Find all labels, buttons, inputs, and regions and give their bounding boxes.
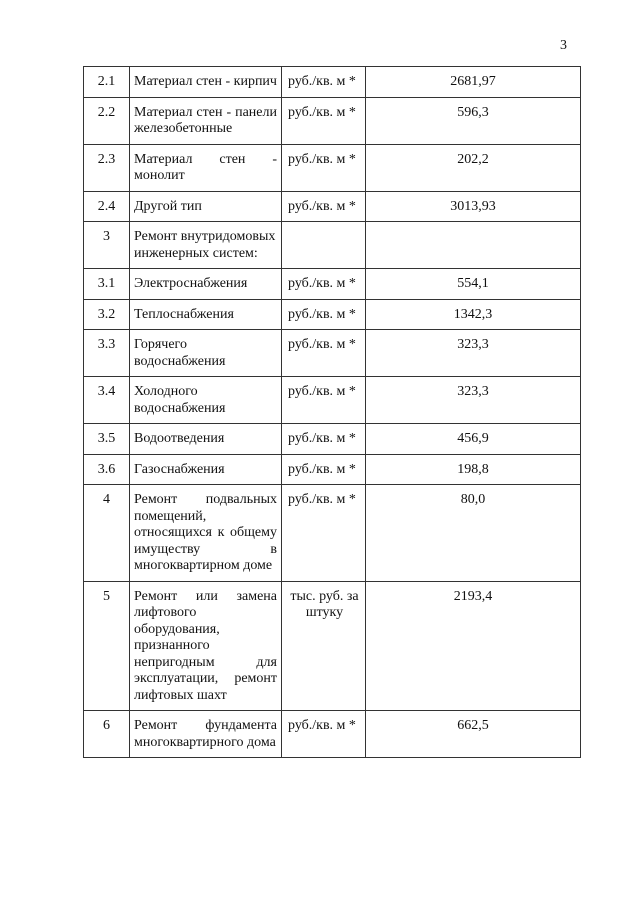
work-name: Ремонт подвальных помещений, относящихся к общему имуществу в многоквартирном доме [130, 485, 282, 582]
value: 662,5 [366, 711, 581, 758]
work-name: Ремонт фундамента многоквартирного дома [130, 711, 282, 758]
work-name: Материал стен - монолит [130, 144, 282, 191]
value: 323,3 [366, 377, 581, 424]
value [366, 222, 581, 269]
value: 596,3 [366, 97, 581, 144]
value: 323,3 [366, 330, 581, 377]
row-number: 2.3 [84, 144, 130, 191]
work-name: Газоснабжения [130, 454, 282, 485]
table-row [84, 97, 581, 144]
unit: руб./кв. м * [282, 269, 366, 300]
row-number: 3.5 [84, 424, 130, 455]
table-row [84, 330, 581, 377]
table-row [84, 581, 581, 711]
table-row [84, 299, 581, 330]
table-row [84, 144, 581, 191]
row-number: 5 [84, 581, 130, 711]
unit [282, 222, 366, 269]
value: 554,1 [366, 269, 581, 300]
work-name: Материал стен - кирпич [130, 67, 282, 98]
table-row [84, 67, 581, 98]
table-row [84, 454, 581, 485]
unit: руб./кв. м * [282, 97, 366, 144]
work-name: Другой тип [130, 191, 282, 222]
table-row [84, 377, 581, 424]
value: 456,9 [366, 424, 581, 455]
row-number: 2.2 [84, 97, 130, 144]
row-number: 2.1 [84, 67, 130, 98]
value: 2681,97 [366, 67, 581, 98]
page-number: 3 [560, 38, 567, 53]
tariff-table [83, 66, 581, 758]
work-name: Электроснабжения [130, 269, 282, 300]
table-row [84, 424, 581, 455]
row-number: 2.4 [84, 191, 130, 222]
unit: руб./кв. м * [282, 191, 366, 222]
work-name: Теплоснабжения [130, 299, 282, 330]
row-number: 3.6 [84, 454, 130, 485]
unit: руб./кв. м * [282, 377, 366, 424]
table-row [84, 269, 581, 300]
work-name: Водоотведения [130, 424, 282, 455]
value: 2193,4 [366, 581, 581, 711]
table-row [84, 222, 581, 269]
work-name: Материал стен - панели железобетонные [130, 97, 282, 144]
value: 198,8 [366, 454, 581, 485]
row-number: 3.3 [84, 330, 130, 377]
unit: руб./кв. м * [282, 144, 366, 191]
unit: руб./кв. м * [282, 485, 366, 582]
row-number: 3.2 [84, 299, 130, 330]
table-row [84, 485, 581, 582]
work-name: Горячего водоснабжения [130, 330, 282, 377]
row-number: 3 [84, 222, 130, 269]
unit: руб./кв. м * [282, 711, 366, 758]
unit: руб./кв. м * [282, 330, 366, 377]
work-name: Ремонт или замена лифтового оборудования, признанного непригодным для эксплуатации, ремонт лифтовых шахт [130, 581, 282, 711]
row-number: 4 [84, 485, 130, 582]
work-name: Ремонт внутридомовых инженерных систем: [130, 222, 282, 269]
row-number: 3.4 [84, 377, 130, 424]
value: 1342,3 [366, 299, 581, 330]
unit: руб./кв. м * [282, 454, 366, 485]
table-row [84, 711, 581, 758]
work-name: Холодного водоснабжения [130, 377, 282, 424]
unit: руб./кв. м * [282, 67, 366, 98]
value: 80,0 [366, 485, 581, 582]
unit: руб./кв. м * [282, 299, 366, 330]
value: 3013,93 [366, 191, 581, 222]
row-number: 6 [84, 711, 130, 758]
unit: тыс. руб. за штуку [282, 581, 366, 711]
unit: руб./кв. м * [282, 424, 366, 455]
value: 202,2 [366, 144, 581, 191]
table-row [84, 191, 581, 222]
row-number: 3.1 [84, 269, 130, 300]
